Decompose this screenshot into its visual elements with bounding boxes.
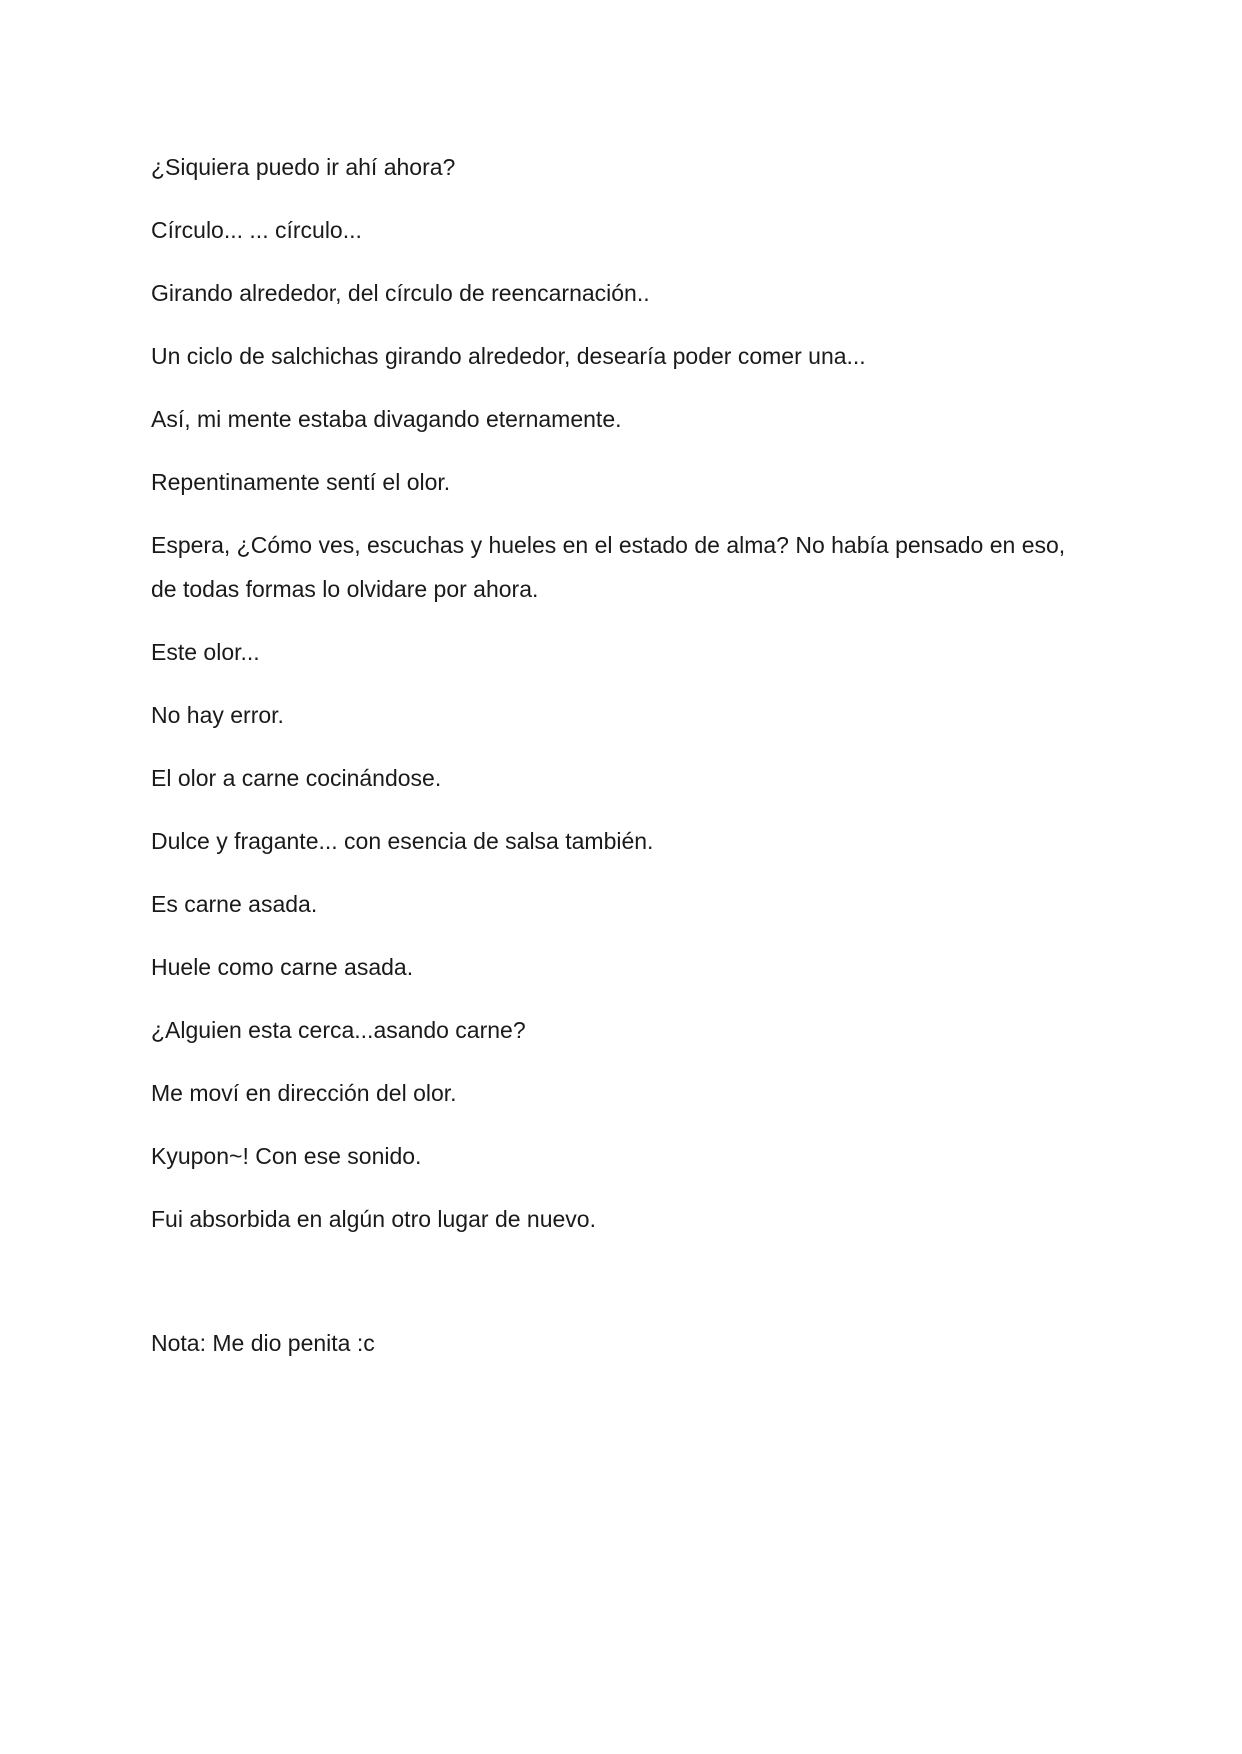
paragraph-14: ¿Alguien esta cerca...asando carne?	[151, 1017, 526, 1043]
paragraph-11: Dulce y fragante... con esencia de salsa también.	[151, 828, 654, 854]
paragraph-13: Huele como carne asada.	[151, 954, 414, 980]
paragraph-6: Repentinamente sentí el olor.	[151, 469, 451, 495]
translator-note: Nota: Me dio penita :c	[151, 1330, 375, 1356]
paragraph-17: Fui absorbida en algún otro lugar de nuevo.	[151, 1206, 596, 1232]
paragraph-4: Un ciclo de salchichas girando alrededor, desearía poder comer una...	[151, 343, 866, 369]
paragraph-2: Círculo... ... círculo...	[151, 217, 362, 243]
paragraph-16: Kyupon~! Con ese sonido.	[151, 1143, 422, 1169]
paragraph-1: ¿Siquiera puedo ir ahí ahora?	[151, 154, 456, 180]
paragraph-9: No hay error.	[151, 702, 284, 728]
paragraph-7: Espera, ¿Cómo ves, escuchas y hueles en el estado de alma? No había pensado en eso, de todas formas lo olvidare por ahora.	[151, 532, 1072, 602]
paragraph-5: Así, mi mente estaba divagando eternamente.	[151, 406, 622, 432]
paragraph-15: Me moví en dirección del olor.	[151, 1080, 457, 1106]
paragraph-12: Es carne asada.	[151, 891, 318, 917]
document-body	[151, 145, 1091, 1384]
paragraph-10: El olor a carne cocinándose.	[151, 765, 442, 791]
paragraph-3: Girando alrededor, del círculo de reencarnación..	[151, 280, 650, 306]
paragraph-8: Este olor...	[151, 639, 260, 665]
